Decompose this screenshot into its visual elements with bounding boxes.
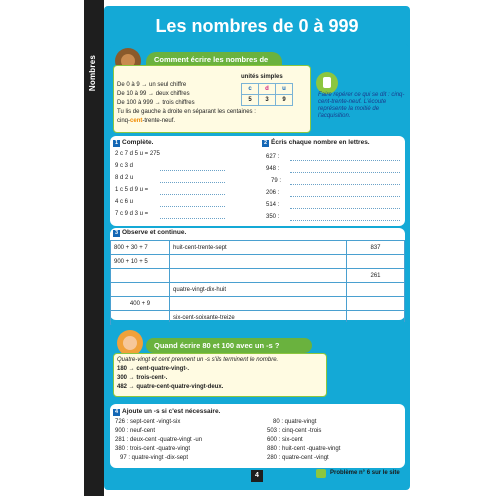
ex4-item: 281 : deux-cent -quatre-vingt -un [115,437,203,443]
computer-icon [316,469,326,478]
ex1-item: 8 d 2 u [115,175,134,181]
ex3-title: 3 Observe et continue. [114,229,187,236]
ex1-item: 4 c 6 u [115,199,134,205]
ex3-table [110,240,405,325]
answer-line[interactable] [160,170,225,171]
thumbs-up-icon [316,72,338,94]
units-header-c: c [242,84,259,95]
answer-line[interactable] [160,206,225,207]
ex2-item: 627 : [266,154,280,160]
ex4-item: 900 : neuf-cent [115,428,156,434]
table-cell[interactable] [170,269,347,283]
page-title: Les nombres de 0 à 999 [155,16,359,36]
ex2-item: 79 : [271,178,282,184]
ex1-title: 1 Complète. [114,139,154,146]
rule-read: Tu lis de gauche à droite en séparant les centaines : [117,109,256,115]
table-cell[interactable]: quatre-vingt-dix-huit [170,283,347,297]
table-cell[interactable] [111,269,170,283]
chapter-label: Nombres [88,55,97,92]
ex2-item: 514 : [266,202,280,208]
table-cell[interactable]: 261 [347,269,405,283]
table-row [111,241,405,255]
ex4-item: 726 : sept-cent -vingt-six [115,419,181,425]
units-header-u: u [276,84,293,95]
ex4-item: 600 : six-cent [267,437,303,443]
table-cell[interactable] [347,297,405,311]
rule2-example: 482 → quatre-cent-quatre-vingt-deux. [117,384,224,390]
ex4-item: 503 : cinq-cent -trois [267,428,322,434]
table-row [111,269,405,283]
rule2-text: Quatre-vingt et cent prennent un -s s'ils terminent le nombre. [117,357,279,363]
table-row [111,283,405,297]
table-cell[interactable]: 400 + 9 [111,297,170,311]
table-row [111,297,405,311]
teacher-note: Faire repérer ce qui se dit : cinq-cent-trente-neuf. L'écoute représente la moitié de l'acquisition. [318,92,405,119]
units-value: 3 [259,95,276,106]
table-cell[interactable] [347,283,405,297]
ex1-item: 7 c 9 d 3 u = [115,211,149,217]
page-number: 4 [251,470,263,482]
ex2-item: 350 : [266,214,280,220]
answer-line[interactable] [290,184,400,185]
table-cell[interactable]: 837 [347,241,405,255]
table-cell[interactable]: huit-cent-trente-sept [170,241,347,255]
answer-line[interactable] [290,172,400,173]
ex1-item: 2 c 7 d 5 u = 275 [115,151,160,157]
site-link[interactable]: Problème n° 6 sur le site [330,470,400,476]
answer-line[interactable] [160,182,225,183]
table-cell[interactable] [170,297,347,311]
ex1-item: 9 c 3 d [115,163,134,169]
answer-line[interactable] [290,220,400,221]
ex4-title: 4 Ajoute un -s si c'est nécessaire. [114,408,221,415]
rule-line: De 10 à 99 → deux chiffres [117,91,190,97]
units-header-d: d [259,84,276,95]
units-table [241,83,293,106]
rule-line: De 100 à 999 → trois chiffres [117,100,195,106]
exercise-1-2-card [110,136,405,226]
table-row [111,255,405,269]
table-cell[interactable]: 900 + 10 + 5 [111,255,170,269]
table-cell[interactable] [347,255,405,269]
answer-line[interactable] [290,196,400,197]
table-cell[interactable]: 800 + 30 + 7 [111,241,170,255]
rule-line: De 0 à 9 → un seul chiffre [117,82,187,88]
answer-line[interactable] [160,218,225,219]
rule2-heading: Quand écrire 80 et 100 avec un -s ? [146,338,312,353]
rule2-example: 180 → cent-quatre-vingt-. [117,366,190,372]
rule-example: cinq-cent-trente-neuf. [117,118,176,124]
answer-line[interactable] [290,160,400,161]
ex2-item: 206 : [266,190,280,196]
ex1-item: 1 c 5 d 9 u = [115,187,149,193]
ex4-item: 380 : trois-cent -quatre-vingt [115,446,191,452]
units-value: 9 [276,95,293,106]
table-cell[interactable] [111,283,170,297]
ex4-item: 80 : quatre-vingt [273,419,317,425]
ex4-item: 97 : quatre-vingt -dix-sept [120,455,189,461]
ex2-title: 2 Écris chaque nombre en lettres. [263,139,370,146]
ex2-item: 948 : [266,166,280,172]
units-title: unités simples [241,74,283,80]
rule-heading: Comment écrire les nombres de [146,52,282,76]
ex4-item: 280 : quatre-cent -vingt [267,455,329,461]
table-cell[interactable] [170,255,347,269]
units-value: 5 [242,95,259,106]
table-cell[interactable]: six-cent-soixante-treize [170,311,347,325]
rule2-example: 300 → trois-cent-. [117,375,168,381]
ex4-item: 880 : huit-cent -quatre-vingt [267,446,341,452]
answer-line[interactable] [290,208,400,209]
answer-line[interactable] [160,194,225,195]
